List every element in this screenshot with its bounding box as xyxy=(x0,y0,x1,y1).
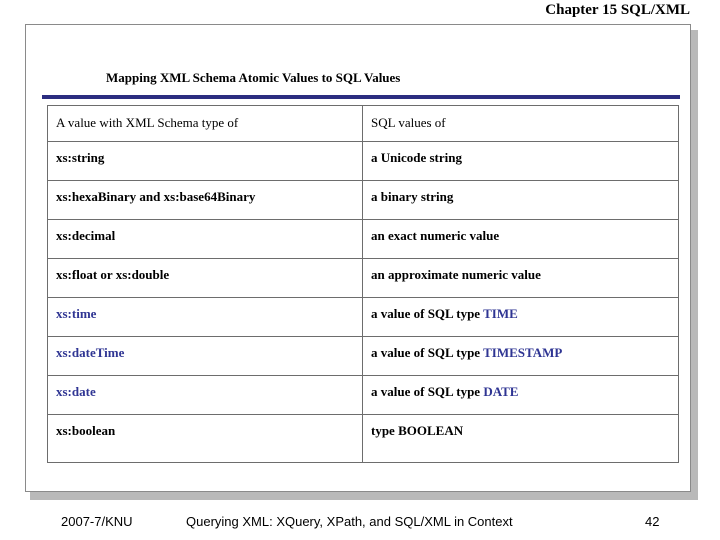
sql-value-cell xyxy=(363,181,679,220)
sql-value-text: an exact numeric value xyxy=(371,228,500,243)
slide-title: Mapping XML Schema Atomic Values to SQL Values xyxy=(106,70,401,85)
page-number: 42 xyxy=(645,514,660,529)
table-row xyxy=(48,142,679,181)
xml-type-text: xs:decimal xyxy=(56,228,116,243)
header-xml-type: A value with XML Schema type of xyxy=(48,106,363,142)
table-row xyxy=(48,376,679,415)
xml-type-text: xs:string xyxy=(56,150,105,165)
table-row xyxy=(48,298,679,337)
xml-type-text: xs:date xyxy=(56,384,96,399)
xml-type-cell xyxy=(48,181,363,220)
mapping-table xyxy=(47,105,679,463)
sql-type-highlight: TIMESTAMP xyxy=(483,345,563,360)
header-sql-values: SQL values of xyxy=(363,106,679,142)
xml-type-cell xyxy=(48,376,363,415)
xml-type-cell xyxy=(48,337,363,376)
sql-value-text: type BOOLEAN xyxy=(371,423,464,438)
sql-value-text: a binary string xyxy=(371,189,454,204)
sql-type-highlight: DATE xyxy=(483,384,519,399)
chapter-label: Chapter 15 SQL/XML xyxy=(545,2,690,18)
sql-value-text: an approximate numeric value xyxy=(371,267,541,282)
xml-type-cell xyxy=(48,142,363,181)
footer-title: Querying XML: XQuery, XPath, and SQL/XML in Context xyxy=(186,514,513,529)
xml-type-text: xs:dateTime xyxy=(56,345,125,360)
footer-date: 2007-7/KNU xyxy=(61,514,133,529)
sql-value-cell xyxy=(363,337,679,376)
xml-type-cell xyxy=(48,220,363,259)
table-row xyxy=(48,337,679,376)
sql-value-text: a value of SQL type xyxy=(371,345,484,360)
sql-value-cell xyxy=(363,415,679,463)
xml-type-text: xs:hexaBinary and xs:base64Binary xyxy=(56,189,256,204)
sql-value-text: a Unicode string xyxy=(371,150,462,165)
table-row xyxy=(48,415,679,463)
sql-type-highlight: TIME xyxy=(483,306,518,321)
title-rule xyxy=(42,95,680,99)
table-row xyxy=(48,259,679,298)
table-header-row xyxy=(48,106,679,142)
sql-value-cell xyxy=(363,259,679,298)
xml-type-cell xyxy=(48,259,363,298)
sql-value-cell xyxy=(363,220,679,259)
sql-value-text: a value of SQL type xyxy=(371,306,484,321)
xml-type-text: xs:float or xs:double xyxy=(56,267,170,282)
xml-type-cell xyxy=(48,415,363,463)
table-row xyxy=(48,181,679,220)
xml-type-text: xs:time xyxy=(56,306,97,321)
xml-type-cell xyxy=(48,298,363,337)
sql-value-text: a value of SQL type xyxy=(371,384,484,399)
sql-value-cell xyxy=(363,298,679,337)
sql-value-cell xyxy=(363,142,679,181)
sql-value-cell xyxy=(363,376,679,415)
xml-type-text: xs:boolean xyxy=(56,423,116,438)
table-row xyxy=(48,220,679,259)
